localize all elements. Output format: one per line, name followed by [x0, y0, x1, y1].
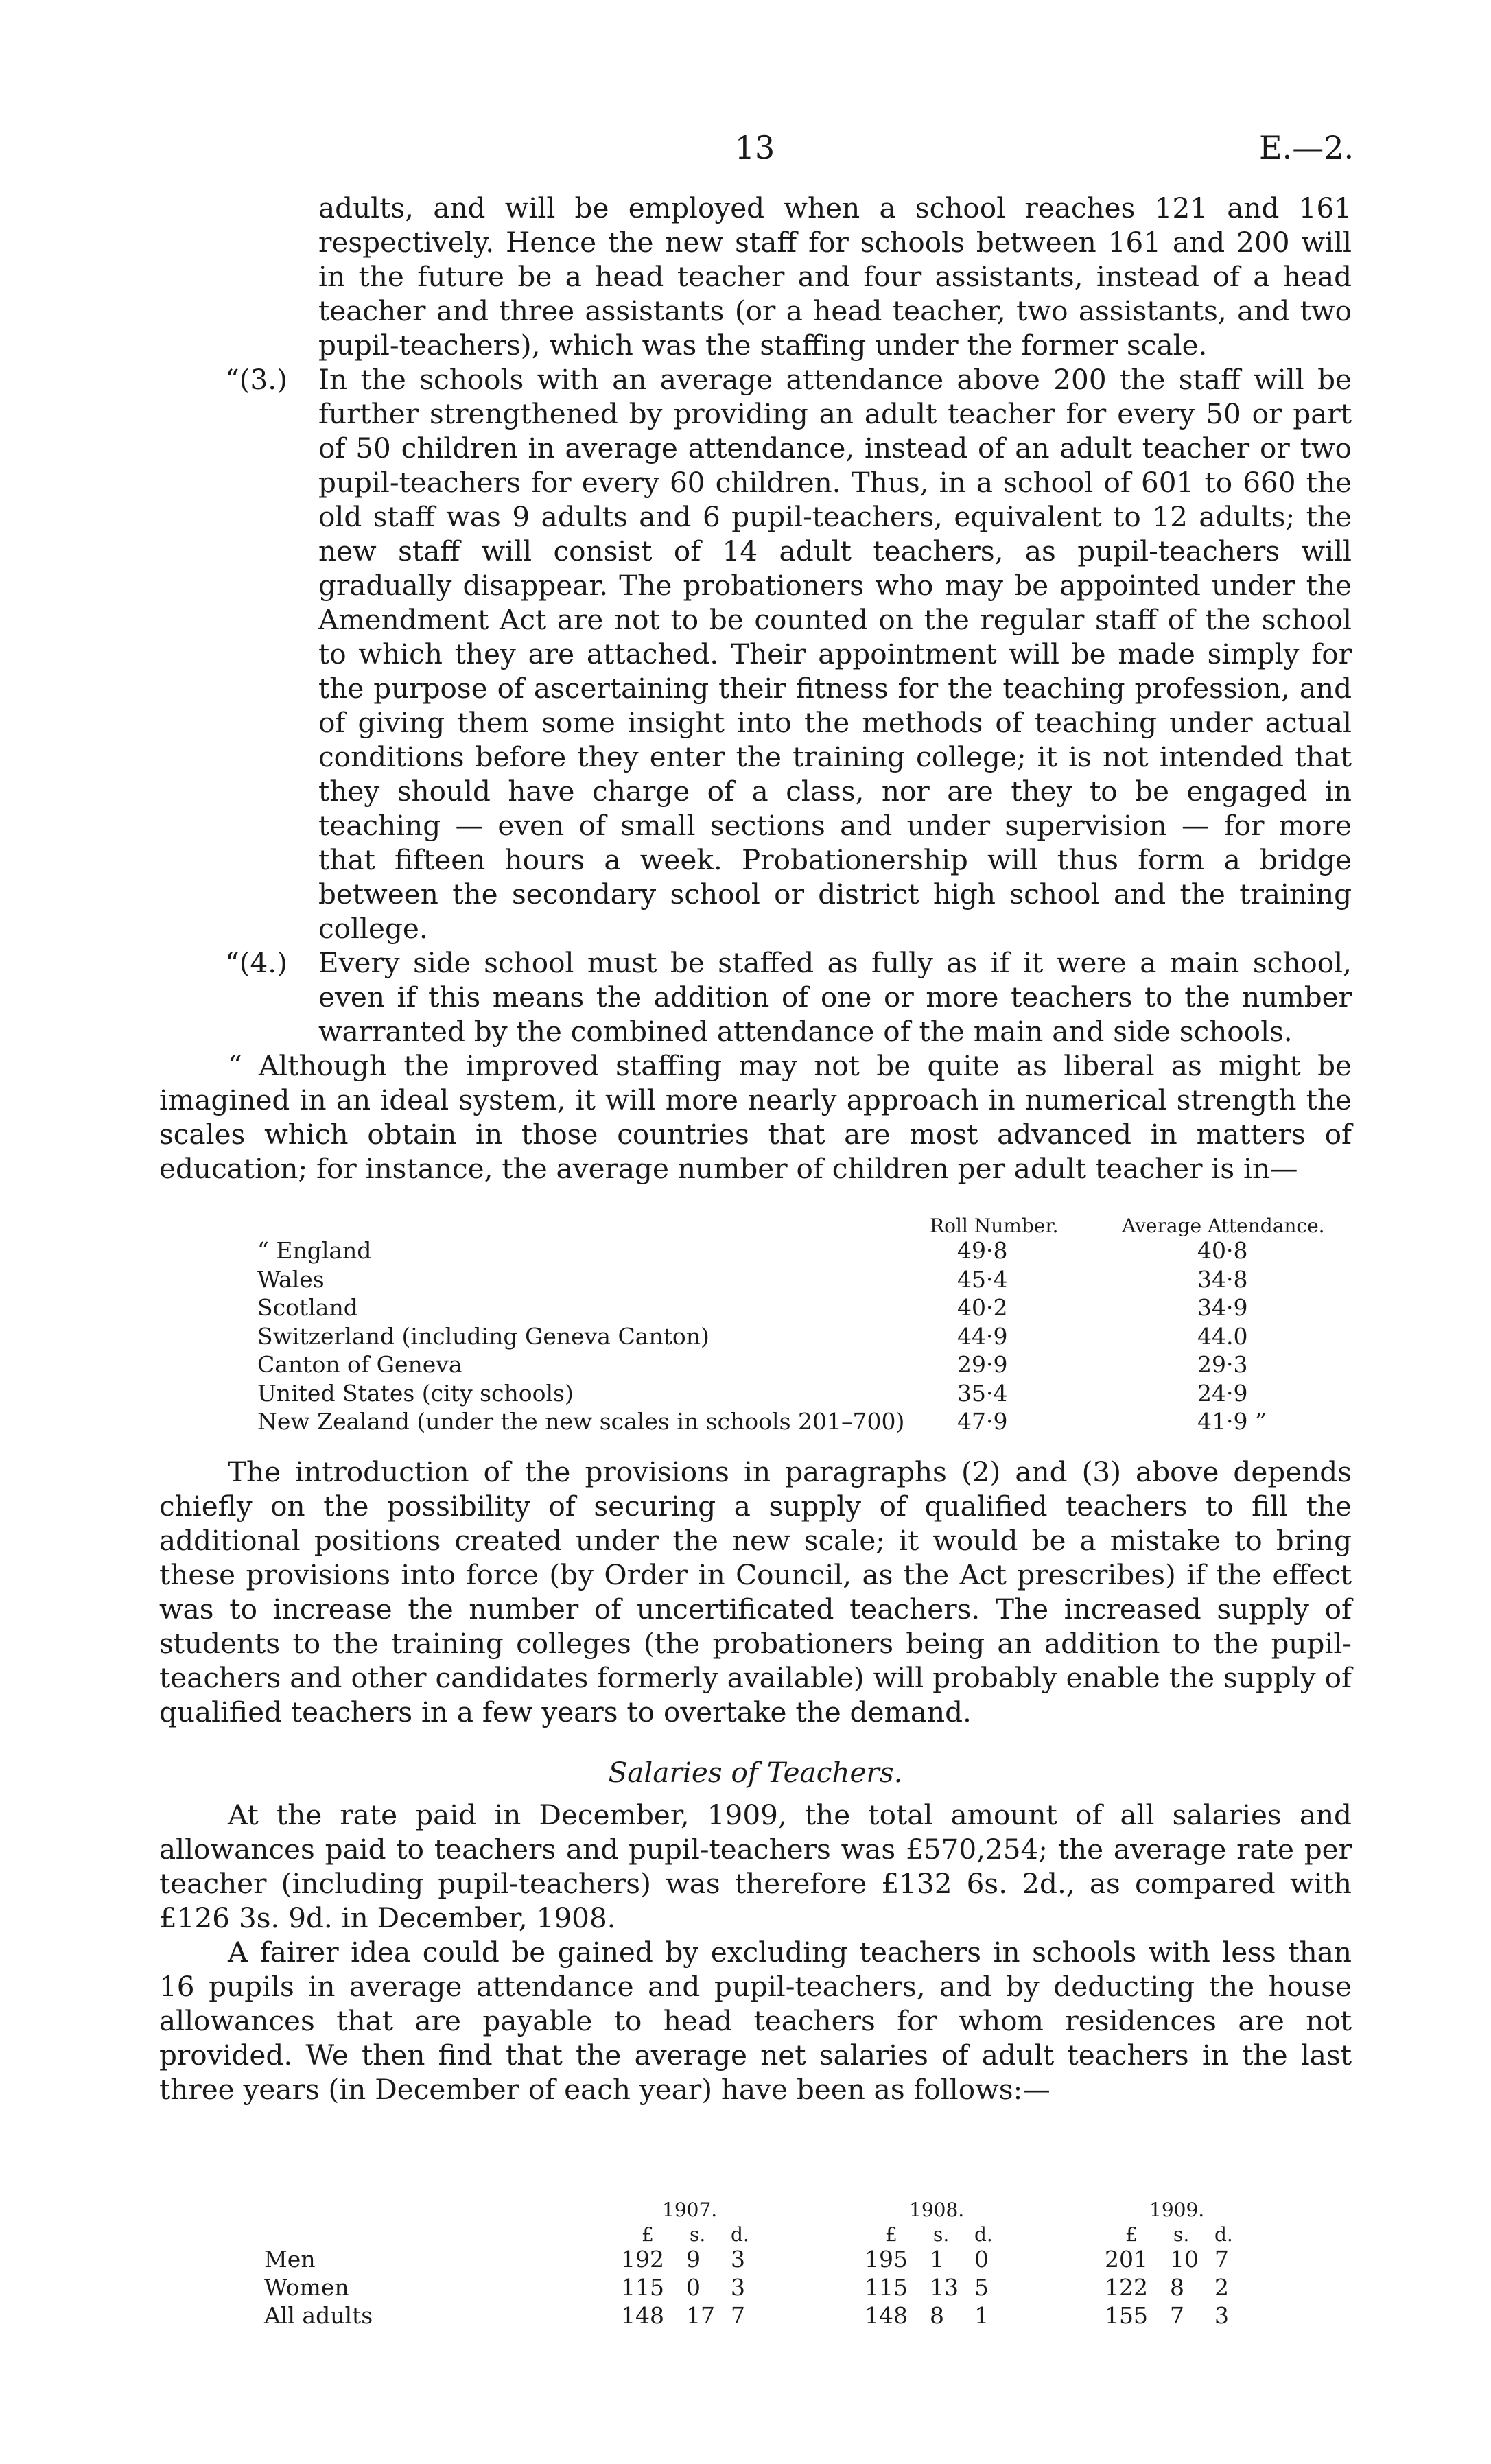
average-attendance-value: 24·9: [1197, 1379, 1248, 1407]
country-label: New Zealand (under the new scales in schools 201–700): [257, 1408, 905, 1435]
average-attendance-value: 34·8: [1197, 1265, 1248, 1293]
rate-paragraph: At the rate paid in December, 1909, the total amount of all salaries and allowances paid to teachers and pupil-teachers was £570,254; the average rate per teacher (including pupil-teachers) was therefore £132 6s. 2d., as compared with £126 3s. 9d. in December, 1908.: [159, 1798, 1352, 1934]
salary-pence: 7: [731, 2302, 745, 2329]
country-label: “ England: [257, 1237, 372, 1264]
salary-pence: 7: [1214, 2246, 1229, 2273]
salaries-table: [264, 2196, 1362, 2330]
country-label: United States (city schools): [257, 1379, 574, 1407]
salary-pounds: 201: [1105, 2246, 1148, 2273]
salary-pounds: 148: [865, 2302, 908, 2329]
table-row: [257, 1350, 1355, 1379]
salary-pounds: 115: [621, 2274, 664, 2301]
although-paragraph: “ Although the improved staffing may not be quite as liberal as might be imagined in an ideal system, it will more nearly approach in numerical strength the scales which obtain in those countries that are most advanced in matters of education; for instance, the average number of children per adult teacher is in—: [159, 1049, 1352, 1185]
salary-pounds: 155: [1105, 2302, 1148, 2329]
salary-pounds: 195: [865, 2246, 908, 2273]
unit-shillings: s.: [933, 2223, 950, 2246]
salary-shillings: 9: [686, 2246, 701, 2273]
unit-pound: £: [642, 2223, 654, 2246]
item-3-text: In the schools with an average attendance above 200 the staff will be further strengthened by providing an adult teacher for every 50 or part of 50 children in average attendance, instead of an adult teacher or two pupil-teachers for every 60 children. Thus, in a school of 601 to 660 the old staff was 9 adults and 6 pupil-teachers, equivalent to 12 adults; the new staff will consist of 14 adult teachers, as pupil-teachers will gradually disappear. The probationers who may be appointed under the Amendment Act are not to be counted on the regular staff of the school to which they are attached. Their appointment will be made simply for the purpose of ascertaining their fitness for the teaching profession, and of giving them some insight into the methods of teaching under actual conditions before they enter the training college; it is not intended that they should have charge of a class, nor are they to be engaged in teaching — even of small sections and under supervision — for more that fifteen hours a week. Probationership will thus form a bridge between the secondary school or district high school and the training college.: [318, 363, 1352, 945]
salaries-heading: Salaries of Teachers.: [608, 1756, 903, 1789]
table-row: [257, 1265, 1355, 1294]
country-label: Scotland: [257, 1294, 358, 1321]
unit-pence: d.: [1214, 2223, 1233, 2246]
table-row: [264, 2273, 1362, 2301]
salary-pence: 1: [974, 2302, 989, 2329]
salary-pounds: 192: [621, 2246, 664, 2273]
children-per-teacher-table: [257, 1212, 1355, 1436]
salaries-year-row: [264, 2196, 1362, 2220]
item-4-text: Every side school must be staffed as fully as if it were a main school, even if this means the addition of one or more teachers to the number warranted by the combined attendance of the main and side schools.: [318, 946, 1352, 1048]
salaries-unit-row: [264, 2220, 1362, 2245]
salary-shillings: 0: [686, 2274, 701, 2301]
salary-shillings: 8: [930, 2302, 944, 2329]
unit-pound: £: [885, 2223, 897, 2246]
year-1909: 1909.: [1149, 2198, 1205, 2221]
year-1908: 1908.: [909, 2198, 965, 2221]
average-attendance-value: 40·8: [1197, 1237, 1248, 1264]
average-attendance-value: 29·3: [1197, 1351, 1248, 1378]
average-attendance-value: 41·9 ”: [1197, 1408, 1267, 1435]
country-label: Wales: [257, 1265, 325, 1293]
unit-pence: d.: [974, 2223, 993, 2246]
average-attendance-value: 44.0: [1197, 1322, 1248, 1350]
table-row: [264, 2245, 1362, 2273]
country-label: Canton of Geneva: [257, 1351, 462, 1378]
item-3: [159, 362, 1352, 946]
year-1907: 1907.: [662, 2198, 718, 2221]
roll-number-value: 45·4: [957, 1265, 1008, 1293]
table-row: [257, 1322, 1355, 1351]
salary-shillings: 1: [930, 2246, 944, 2273]
salary-row-label: Women: [264, 2274, 349, 2301]
roll-number-value: 44·9: [957, 1322, 1008, 1350]
salary-pounds: 122: [1105, 2274, 1148, 2301]
salary-pence: 3: [1214, 2302, 1229, 2329]
column-header-attendance: Average Attendance.: [1122, 1215, 1325, 1237]
salary-shillings: 8: [1170, 2274, 1184, 2301]
salary-pounds: 115: [865, 2274, 908, 2301]
unit-shillings: s.: [1173, 2223, 1190, 2246]
table-row: [257, 1293, 1355, 1322]
salary-pounds: 148: [621, 2302, 664, 2329]
salary-shillings: 13: [930, 2274, 959, 2301]
salary-row-label: All adults: [264, 2302, 373, 2329]
continuation-paragraph: adults, and will be employed when a school reaches 121 and 161 respectively. Hence the new staff for schools between 161 and 200 will in the future be a head teacher and four assistants, instead of a head teacher and three assistants (or a head teacher, two assistants, and two pupil-teachers), which was the staffing under the former scale.: [318, 191, 1352, 362]
fairer-idea-paragraph: A fairer idea could be gained by excluding teachers in schools with less than 16 pupils in average attendance and pupil-teachers, and by deducting the house allowances that are payable to head teachers for whom residences are not provided. We then find that the average net salaries of adult teachers in the last three years (in December of each year) have been as follows:—: [159, 1936, 1352, 2106]
item-3-number: “(3.): [225, 363, 287, 396]
roll-number-value: 40·2: [957, 1294, 1008, 1321]
roll-number-value: 29·9: [957, 1351, 1008, 1378]
table-row: [257, 1236, 1355, 1265]
page-number: 13: [734, 129, 775, 166]
salary-shillings: 17: [686, 2302, 715, 2329]
country-label: Switzerland (including Geneva Canton): [257, 1322, 709, 1350]
roll-number-value: 35·4: [957, 1379, 1008, 1407]
table-header-row: [257, 1212, 1355, 1236]
unit-pound: £: [1125, 2223, 1138, 2246]
salary-pence: 0: [974, 2246, 989, 2273]
column-header-roll: Roll Number.: [930, 1215, 1059, 1237]
unit-pence: d.: [731, 2223, 749, 2246]
introduction-paragraph: The introduction of the provisions in paragraphs (2) and (3) above depends chiefly on the possibility of securing a supply of qualified teachers to fill the additional positions created under the new scale; it would be a mistake to bring these provisions into force (by Order in Council, as the Act prescribes) if the effect was to increase the number of uncertificated teachers. The increased supply of students to the training colleges (the probationers being an addition to the pupil-teachers and other candidates formerly available) will probably enable the supply of qualified teachers in a few years to overtake the demand.: [159, 1455, 1352, 1728]
item-4: [159, 946, 1352, 1048]
document-code: E.—2.: [1259, 129, 1354, 166]
introduction-section: [159, 1455, 1352, 2107]
salary-shillings: 7: [1170, 2302, 1184, 2329]
salary-pence: 2: [1214, 2274, 1229, 2301]
staffing-section: [159, 191, 1352, 1186]
table-row: [257, 1407, 1355, 1436]
table-row: [264, 2301, 1362, 2330]
salary-shillings: 10: [1170, 2246, 1199, 2273]
salary-row-label: Men: [264, 2246, 316, 2273]
item-4-number: “(4.): [225, 946, 287, 979]
unit-shillings: s.: [690, 2223, 706, 2246]
table-row: [257, 1379, 1355, 1408]
salary-pence: 5: [974, 2274, 989, 2301]
roll-number-value: 47·9: [957, 1408, 1008, 1435]
average-attendance-value: 34·9: [1197, 1294, 1248, 1321]
salary-pence: 3: [731, 2274, 745, 2301]
salary-pence: 3: [731, 2246, 745, 2273]
roll-number-value: 49·8: [957, 1237, 1008, 1264]
